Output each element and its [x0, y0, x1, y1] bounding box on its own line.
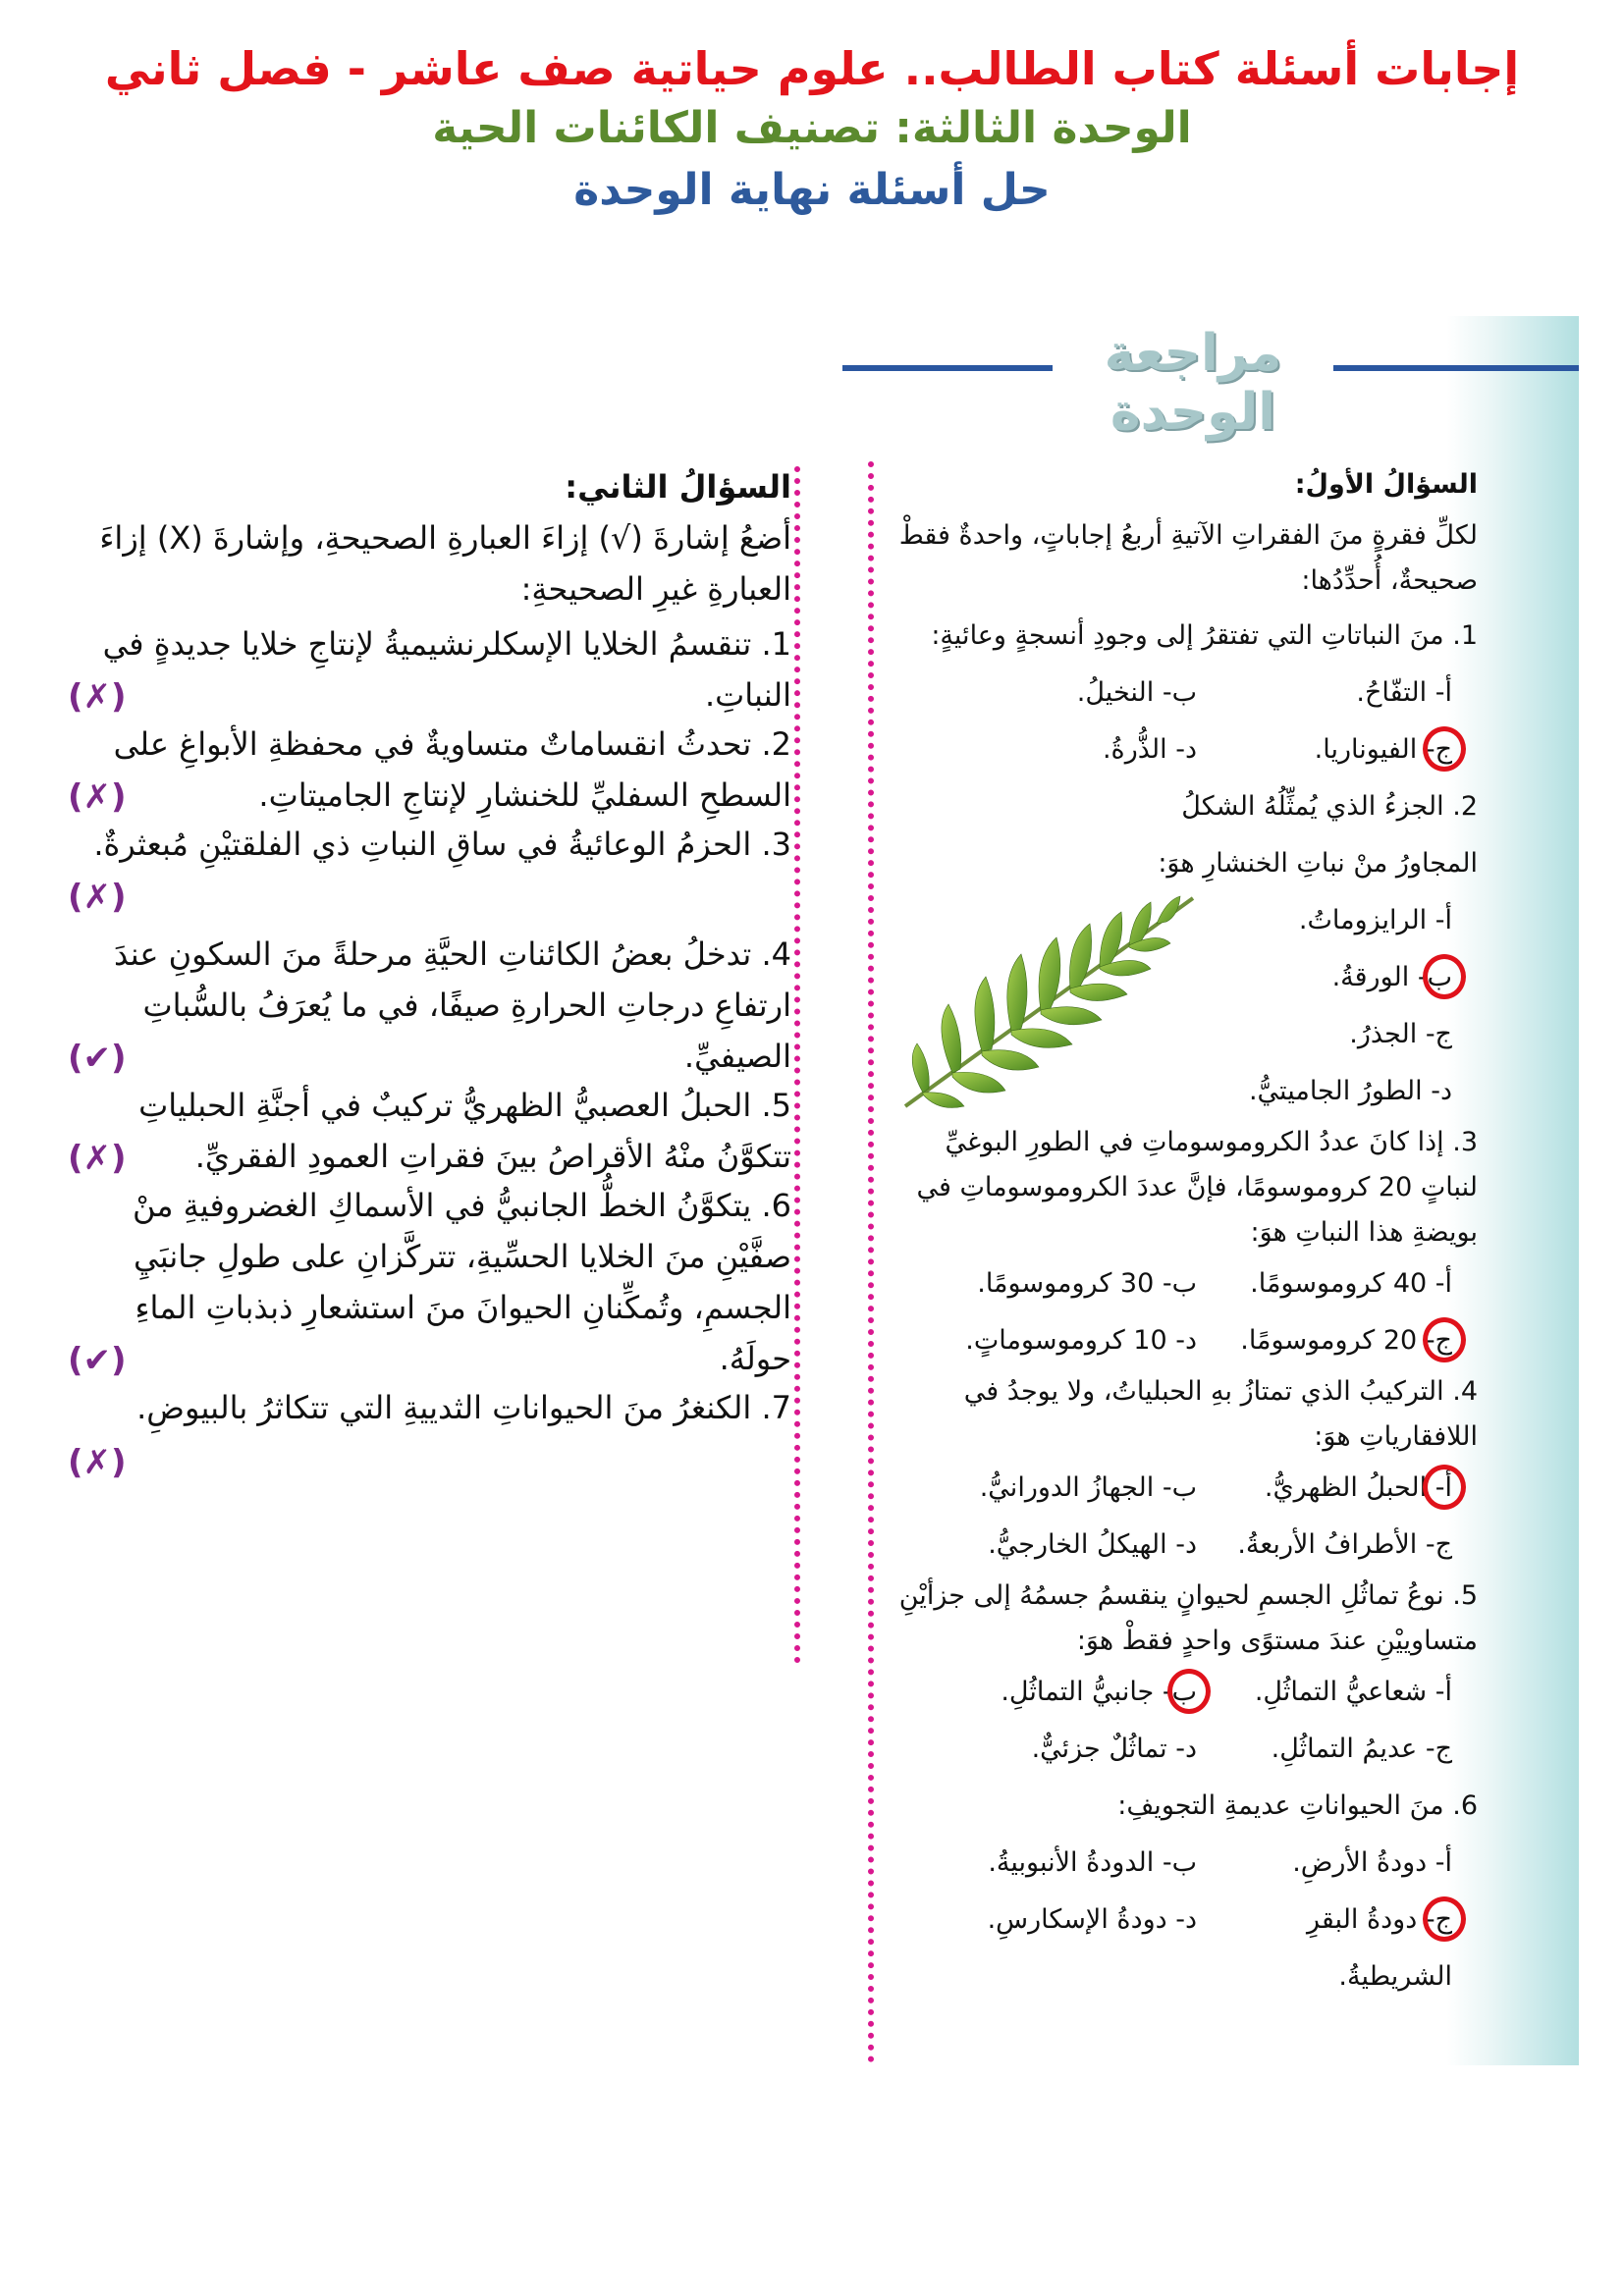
question1-title: السؤالُ الأولُ:	[1294, 469, 1478, 500]
option-a	[1197, 1460, 1452, 1517]
statement-7	[63, 1382, 791, 1484]
options-row	[889, 1892, 1478, 2005]
option-b-label: ب- الورقةُ.	[1331, 962, 1452, 992]
option-d: د- دودةُ الإسكارسِ.	[987, 1904, 1197, 1935]
option-b: ب- 30 كروموسومًا.	[977, 1268, 1197, 1299]
option-b: ب- النخيلُ.	[1076, 677, 1197, 708]
statement-6	[63, 1180, 791, 1382]
answer-circle-icon	[1167, 1669, 1211, 1714]
option-d: د- تماثُلٌ جزئيٌّ.	[1031, 1734, 1197, 1764]
title-rule-right	[1333, 365, 1579, 371]
options-row	[889, 1460, 1478, 1517]
option-d: د- الطورُ الجاميتيُّ.	[1248, 1076, 1452, 1106]
mcq-stem: 1. منَ النباتاتِ التي تفتقرُ إلى وجودِ أنسجةٍ وعائيةٍ:	[931, 620, 1478, 651]
mcq-stem: 3. إذا كانَ عددُ الكروموسوماتِ في الطورِ البوغيِّ لنباتٍ 20 كروموسومًا، فإنَّ عددَ الكروموسوماتِ في بويضةِ هذا النباتِ هوَ:	[916, 1127, 1478, 1248]
cross-mark: (✗)	[68, 1443, 127, 1482]
option-d: د- الهيكلُ الخارجيُّ.	[988, 1529, 1197, 1560]
option-c: ج- الجذرُ.	[1349, 1019, 1452, 1049]
option-c	[1197, 1312, 1452, 1369]
mcq-item-3	[889, 1120, 1478, 1369]
option-b	[942, 1664, 1197, 1721]
options-row	[889, 1517, 1478, 1574]
cross-mark: (✗)	[68, 1139, 127, 1178]
mcq-stem: 4. التركيبُ الذي تمتازُ بهِ الحبلياتُ، ولا يوجدُ في اللافقارياتِ هوَ:	[963, 1376, 1478, 1452]
title-rule-left	[842, 365, 1053, 371]
option-c-label: ج- 20 كروموسومًا.	[1240, 1325, 1452, 1356]
dotted-divider-right	[868, 461, 874, 2063]
statement-text: 1. تنقسمُ الخلايا الإسكلرنشيميةُ لإنتاجِ خلايا جديدةٍ في النباتِ.	[102, 625, 791, 714]
mcq-item-5	[889, 1574, 1478, 1778]
options-row	[889, 1664, 1478, 1721]
answer-circle-icon	[1423, 1465, 1466, 1510]
statement-text: 5. الحبلُ العصبيُّ الظهريُّ تركيبٌ في أجنَّةِ الحبلياتِ تتكوَّنُ منْهُ الأقراصُ بينَ فقراتِ العمودِ الفقريِّ.	[138, 1087, 791, 1175]
question1-intro: لكلِّ فقرةٍ منَ الفقراتِ الآتيةِ أربعُ إجاباتٍ، واحدةٌ فقطْ صحيحةٌ، أُحدِّدُها:	[898, 520, 1478, 596]
answer-circle-icon	[1423, 954, 1466, 999]
statement-text: 6. يتكوَّنُ الخطُّ الجانبيُّ في الأسماكِ الغضروفيةِ منْ صفَّيْنِ منَ الخلايا الحسِّيةِ، تتركَّزانِ على طولِ جانبَيِ الجسمِ، وتُمكِّنانِ الحيوانَ منَ استشعارِ ذبذباتِ الماءِ حولَهُ.	[132, 1187, 791, 1377]
statement-text: 7. الكنغرُ منَ الحيواناتِ الثدييةِ التي تتكاثرُ بالبيوضِ.	[136, 1389, 791, 1426]
option-c: ج- الأطرافُ الأربعةُ.	[1237, 1529, 1452, 1560]
options-row	[889, 665, 1478, 721]
options-row	[889, 1255, 1478, 1312]
mcq-item-4	[889, 1369, 1478, 1574]
fern-leaf-image	[893, 888, 1208, 1114]
cross-mark: (✗)	[68, 677, 127, 717]
section-title: حل أسئلة نهاية الوحدة	[573, 165, 1051, 215]
statement-4	[63, 929, 791, 1080]
option-c-label: ج- الفيوناريا.	[1314, 734, 1452, 765]
check-mark: (✔)	[68, 1039, 127, 1078]
mcq-stem: 5. نوعُ تماثُلِ الجسمِ لحيوانٍ ينقسمُ جسمُهُ إلى جزأيْنِ متساوييْنِ عندَ مستوًى واحدٍ فقطْ هوَ:	[898, 1580, 1478, 1656]
answer-circle-icon	[1423, 1896, 1466, 1942]
statement-5	[63, 1080, 791, 1180]
option-a: أ- الرايزوماتُ.	[1298, 905, 1452, 935]
option-a: أ- دودةُ الأرضِ.	[1292, 1847, 1452, 1878]
unit-title: الوحدة الثالثة: تصنيف الكائنات الحية	[432, 103, 1192, 153]
answer-circle-icon	[1423, 726, 1466, 772]
mcq-stem: 2. الجزءُ الذي يُمثِّلُهُ الشكلُ المجاورُ منْ نباتِ الخنشارِ هوَ:	[1158, 791, 1478, 879]
mcq-stem: 6. منَ الحيواناتِ عديمةِ التجويفِ:	[1117, 1790, 1478, 1821]
statement-3	[63, 819, 791, 919]
question2-title: السؤالُ الثاني:	[565, 468, 791, 506]
statement-1	[63, 618, 791, 719]
page-title: إجابات أسئلة كتاب الطالب.. علوم حياتية صف عاشر - فصل ثاني	[104, 42, 1520, 95]
option-a: أ- التفّاحُ.	[1356, 677, 1452, 708]
statement-2	[63, 719, 791, 819]
option-b-label: ب- جانبيُّ التماثُلِ.	[1001, 1677, 1197, 1707]
mcq-item-6	[889, 1778, 1478, 2005]
option-c: ج- عديمُ التماثُلِ.	[1271, 1734, 1452, 1764]
page-header	[0, 39, 1624, 222]
question2-intro: أضعُ إشارةَ (√) إزاءَ العبارةِ الصحيحةِ، وإشارةَ (X) إزاءَ العبارةِ غيرِ الصحيحةِ:	[99, 519, 791, 608]
option-a-label: أ- الحبلُ الظهريُّ.	[1264, 1472, 1452, 1503]
statement-text: 3. الحزمُ الوعائيةُ في ساقِ النباتِ ذي الفلقتيْنِ مُبعثرةٌ.	[93, 826, 791, 863]
option-c-label: ج- دودةُ البقرِ الشريطيةُ.	[1307, 1904, 1452, 1992]
answer-circle-icon	[1423, 1317, 1466, 1362]
statement-text: 4. تدخلُ بعضُ الكائناتِ الحيَّةِ مرحلةً منَ السكونِ عندَ ارتفاعِ درجاتِ الحرارةِ صيفًا، في ما يُعرَفُ بالسُّباتِ الصيفيِّ.	[113, 935, 791, 1075]
option-b: ب- الجهازُ الدورانيُّ.	[979, 1472, 1197, 1503]
options-row	[889, 1721, 1478, 1778]
cross-mark: (✗)	[68, 777, 127, 817]
question2-column	[63, 461, 791, 1484]
dotted-divider-left	[794, 466, 800, 1664]
option-c	[1197, 721, 1452, 778]
check-mark: (✔)	[68, 1341, 127, 1380]
options-row	[889, 721, 1478, 778]
statement-text: 2. تحدثُ انقساماتٌ متساويةٌ في محفظةِ الأبواغِ على السطحِ السفليِّ للخنشارِ لإنتاجِ الجاميتاتِ.	[113, 725, 791, 814]
option-c	[1197, 1892, 1452, 2005]
options-row	[889, 1835, 1478, 1892]
review-title: مراجعة الوحدة	[1104, 324, 1282, 442]
mcq-item-1	[889, 608, 1478, 778]
option-b: ب- الدودةُ الأنبوبيةُ.	[988, 1847, 1197, 1878]
options-row	[889, 1312, 1478, 1369]
option-d: د- 10 كروموسوماتٍ.	[965, 1325, 1197, 1356]
option-a: أ- 40 كروموسومًا.	[1250, 1268, 1452, 1299]
option-d: د- الذُّرةُ.	[1102, 734, 1197, 765]
question1-column	[889, 456, 1478, 2005]
cross-mark: (✗)	[68, 878, 127, 917]
option-a: أ- شعاعيُّ التماثُلِ.	[1254, 1677, 1452, 1707]
